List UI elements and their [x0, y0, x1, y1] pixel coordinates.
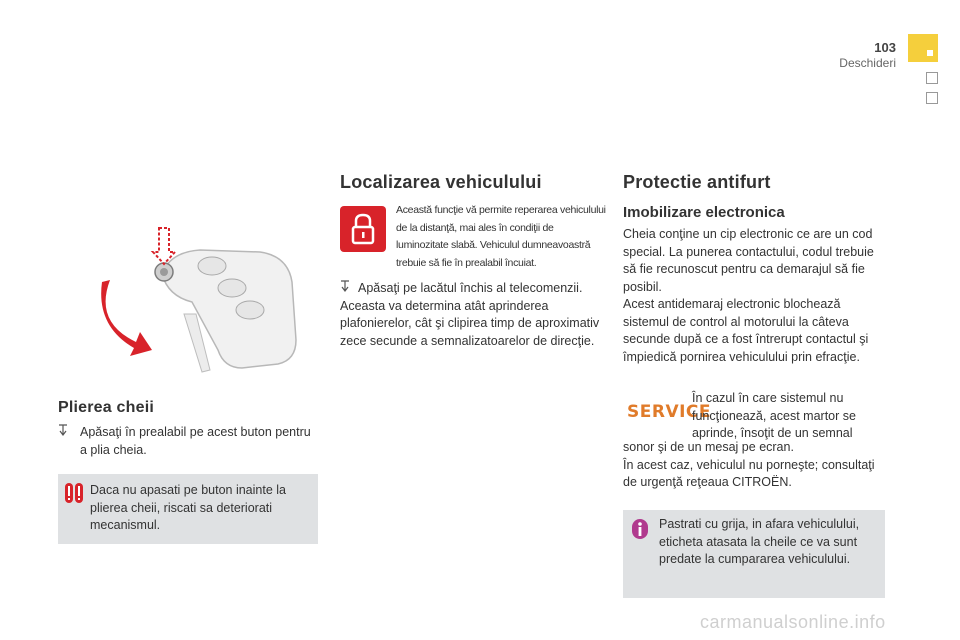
service-text-3: În acest caz, vehiculul nu porneşte; consultaţi de urgenţă reţeaua CITROËN. [623, 457, 875, 489]
bullet-layout [58, 424, 320, 459]
info-text: Pastrati cu grija, in afara vehiculului, eticheta atasata la cheile ce va sunt predate la cumpararea vehiculului. [659, 517, 860, 566]
key-illustration-graphic [92, 222, 304, 378]
localizarea-body [340, 280, 605, 350]
warning-text: Daca nu apasati pe buton inainte la plierea cheii, riscati sa deteriorati mecanismul. [90, 483, 286, 532]
warning-box [58, 474, 318, 544]
page-number: 103 [874, 40, 896, 55]
localizarea-bullet-row [340, 280, 605, 298]
subtitle-imobilizare: Imobilizare electronica [623, 204, 785, 221]
section-title-protectie: Protectie antifurt [623, 172, 771, 192]
service-warning-icon: SERVICE [627, 402, 712, 422]
section-title-plierea-cheii: Plierea cheii [58, 399, 154, 416]
chapter-tab[interactable] [926, 72, 938, 84]
bullet-arrow-icon [340, 280, 358, 298]
chapter-tab-active[interactable] [908, 34, 938, 62]
lock-icon [340, 206, 386, 252]
imobilizare-text [623, 226, 885, 366]
chapter-tab[interactable] [926, 92, 938, 104]
info-icon [631, 518, 649, 545]
localizarea-intro: Această funcţie vă permite reperarea vehiculului de la distanţă, mai ales în condiţii de luminozitate slabă. Vehiculul dumneavoastră trebuie să fie în prealabil încuiat. [396, 204, 606, 269]
service-text-rest [623, 439, 885, 492]
bullet-arrow-icon [58, 424, 80, 459]
imobilizare-para-1: Cheia conţine un cip electronic ce are un cod special. La punerea contactului, codul trebuie să fie recunoscut pentru ca demarajul să fie posibil. [623, 227, 874, 294]
service-text-2: sonor şi de un mesaj pe ecran. [623, 440, 794, 454]
localizarea-text: Aceasta va determina atât aprinderea plafonierelor, cât şi clipirea timp de aproximativ zece secunde a semnalizatoarelor de direcţie. [340, 298, 600, 348]
imobilizare-para-2: Acest antidemaraj electronic blochează sistemul de control al motorului la câteva secunde după ce a fost întrerupt contactul şi împiedică pornirea vehiculului prin efracţie. [623, 297, 869, 364]
localizarea-bullet: Apăsaţi pe lacătul închis al telecomenzii. [358, 281, 583, 295]
warning-icon [64, 482, 84, 509]
key-fold-illustration [92, 222, 304, 378]
bullet-text: Apăsaţi în prealabil pe acest buton pentru a plia cheia. [80, 425, 311, 457]
info-box [623, 510, 885, 598]
bullet-plierea-cheii [58, 424, 320, 459]
section-name: Deschideri [839, 56, 896, 70]
service-text-1: În cazul în care sistemul nu funcţionează, acest martor se aprinde, însoţit de un semnal [692, 391, 856, 440]
section-title-localizarea: Localizarea vehiculului [340, 172, 542, 192]
watermark: carmanualsonline.info [700, 612, 886, 632]
